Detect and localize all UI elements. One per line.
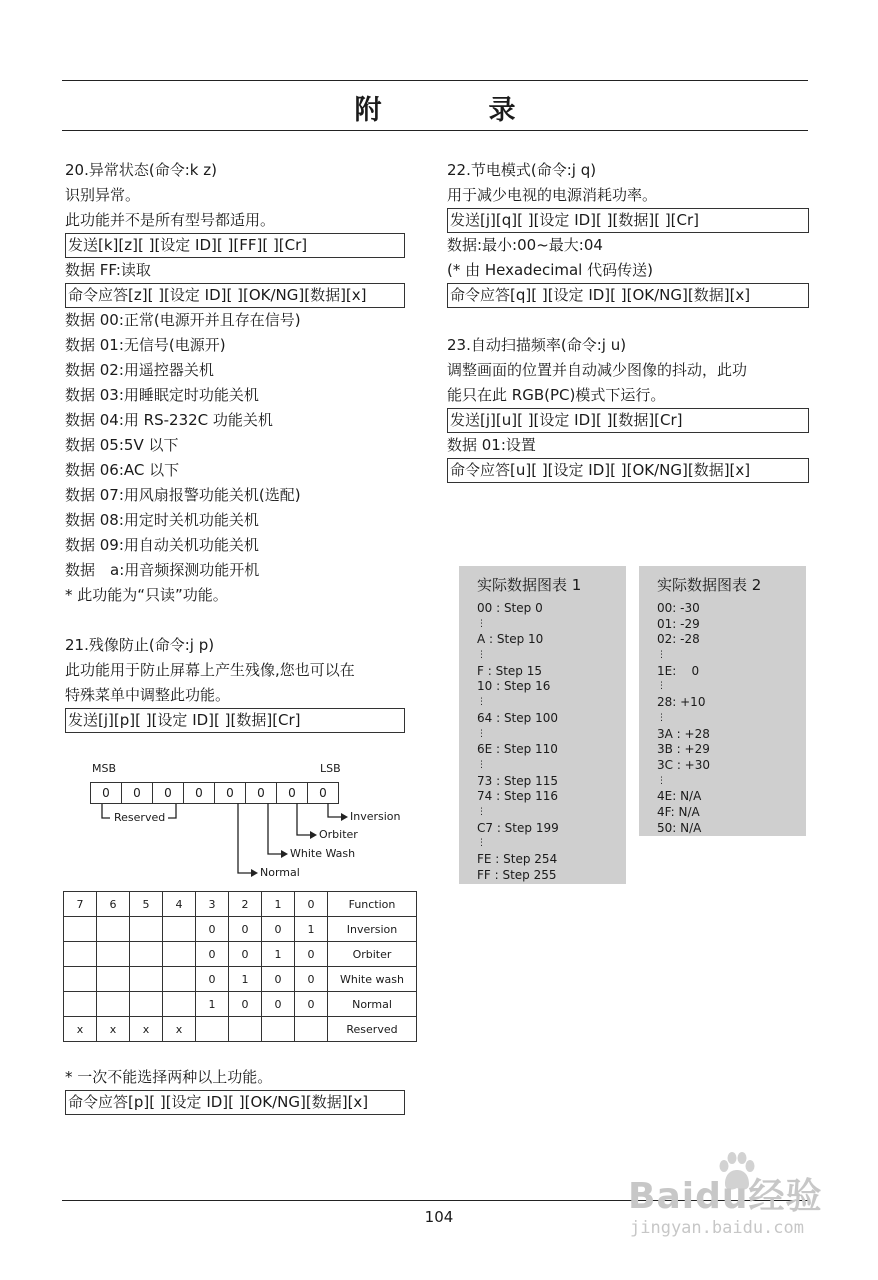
bit-6: 0 — [121, 782, 153, 804]
table-cell: Reserved — [328, 1017, 417, 1042]
section-23-send-command: 发送[j][u][ ][设定 ID][ ][数据][Cr] — [447, 408, 809, 433]
table-cell — [163, 942, 196, 967]
section-20-data-09: 数据 09:用自动关机功能关机 — [65, 536, 259, 554]
section-20-data-08: 数据 08:用定时关机功能关机 — [65, 511, 259, 529]
table-header-cell: Function — [328, 892, 417, 917]
section-20-data-03: 数据 03:用睡眠定时功能关机 — [65, 386, 259, 404]
table-cell — [130, 967, 163, 992]
watermark-logo: Baidu经验 — [628, 1176, 823, 1217]
bit-function-table — [63, 891, 417, 1042]
table-cell: White wash — [328, 967, 417, 992]
table-cell: 1 — [229, 967, 262, 992]
table-cell: 0 — [229, 917, 262, 942]
baidu-watermark — [622, 1150, 832, 1250]
table-cell — [130, 942, 163, 967]
table-cell: x — [97, 1017, 130, 1042]
chart-2-line: 1E: 0 — [657, 663, 700, 678]
table-cell: 0 — [295, 967, 328, 992]
table-cell: 0 — [262, 992, 295, 1017]
chart-2-ellipsis: ⋮ — [657, 681, 666, 692]
chart-2-line: 3B : +29 — [657, 742, 710, 757]
section-23-desc-2: 能只在此 RGB(PC)模式下运行。 — [447, 386, 666, 404]
section-20-data-06: 数据 06:AC 以下 — [65, 461, 180, 479]
section-22-data-range: 数据:最小:00~最大:04 — [447, 236, 603, 254]
section-20-data-04: 数据 04:用 RS-232C 功能关机 — [65, 411, 273, 429]
section-21-desc-1: 此功能用于防止屏幕上产生残像,您也可以在 — [65, 661, 355, 679]
normal-label: Normal — [260, 866, 300, 879]
bit-2: 0 — [245, 782, 277, 804]
white-wash-label: White Wash — [290, 847, 356, 860]
table-row — [64, 967, 417, 992]
table-row — [64, 992, 417, 1017]
section-20-ack-command: 命令应答[z][ ][设定 ID][ ][OK/NG][数据][x] — [65, 283, 405, 308]
table-cell: 1 — [295, 917, 328, 942]
top-rule — [62, 80, 808, 81]
chart-2-line: 01: -29 — [657, 616, 700, 631]
table-header-cell: 4 — [163, 892, 196, 917]
table-cell — [163, 917, 196, 942]
watermark-url: jingyan.baidu.com — [630, 1218, 804, 1238]
chart-1-line: 10 : Step 16 — [477, 679, 551, 694]
table-cell: 0 — [196, 942, 229, 967]
bit-diagram — [88, 760, 408, 885]
chart-1-line: A : Step 10 — [477, 632, 544, 647]
table-cell: 0 — [196, 967, 229, 992]
title-underline — [62, 130, 808, 131]
chart-1-ellipsis: ⋮ — [477, 728, 486, 739]
table-cell — [97, 992, 130, 1017]
section-20-data-07: 数据 07:用风扇报警功能关机(选配) — [65, 486, 301, 504]
table-header-cell: 3 — [196, 892, 229, 917]
table-cell: 0 — [295, 942, 328, 967]
table-cell: 0 — [196, 917, 229, 942]
table-cell: 0 — [229, 942, 262, 967]
chart-1-line: 00 : Step 0 — [477, 601, 543, 615]
chart-1-ellipsis: ⋮ — [477, 806, 486, 817]
section-20-data-ff: 数据 FF:读取 — [65, 261, 151, 279]
chart-1-line: FF : Step 255 — [477, 867, 557, 882]
lsb-label: LSB — [320, 762, 341, 775]
inversion-label: Inversion — [350, 810, 401, 823]
bit-7: 0 — [90, 782, 122, 804]
chart-2-line: 02: -28 — [657, 632, 700, 647]
bit-0: 0 — [307, 782, 339, 804]
chart-1-ellipsis: ⋮ — [477, 838, 486, 849]
table-cell — [295, 1017, 328, 1042]
table-cell — [64, 992, 97, 1017]
right-column — [447, 158, 809, 483]
chart-1-line: FE : Step 254 — [477, 852, 558, 866]
section-21-heading: 21.残像防止(命令:j p) — [65, 636, 215, 654]
table-cell: x — [130, 1017, 163, 1042]
section-23-desc-1: 调整画面的位置并自动减少图像的抖动，此功 — [447, 361, 748, 379]
chart-2-line: 3C : +30 — [657, 757, 711, 772]
data-chart-2-title: 实际数据图表 2 — [657, 576, 762, 594]
chart-2-line: 50: N/A — [657, 820, 702, 835]
chart-2-ellipsis: ⋮ — [657, 712, 666, 723]
table-header-row — [64, 892, 417, 917]
section-20-note: * 此功能为“只读”功能。 — [65, 586, 228, 604]
table-cell: 1 — [196, 992, 229, 1017]
table-cell — [163, 967, 196, 992]
table-cell: 0 — [295, 992, 328, 1017]
section-22-heading: 22.节电模式(命令:j q) — [447, 161, 597, 179]
table-cell — [163, 992, 196, 1017]
table-row — [64, 942, 417, 967]
table-cell — [97, 967, 130, 992]
table-header-cell: 7 — [64, 892, 97, 917]
section-20-data-05: 数据 05:5V 以下 — [65, 436, 179, 454]
left-column — [65, 158, 410, 733]
orbiter-label: Orbiter — [319, 828, 358, 841]
bit-5: 0 — [152, 782, 184, 804]
table-cell — [64, 967, 97, 992]
table-cell — [64, 942, 97, 967]
bit-3: 0 — [214, 782, 246, 804]
table-cell: 0 — [262, 917, 295, 942]
table-cell — [130, 917, 163, 942]
table-cell: Orbiter — [328, 942, 417, 967]
page-number: 104 — [424, 1208, 454, 1226]
section-21-note: * 一次不能选择两种以上功能。 — [65, 1068, 273, 1086]
table-header-cell: 1 — [262, 892, 295, 917]
table-cell: x — [64, 1017, 97, 1042]
table-cell: 0 — [229, 992, 262, 1017]
bit-4: 0 — [183, 782, 215, 804]
section-20-send-command: 发送[k][z][ ][设定 ID][ ][FF][ ][Cr] — [65, 233, 405, 258]
chart-1-line: 64 : Step 100 — [477, 710, 558, 725]
chart-2-ellipsis: ⋮ — [657, 650, 666, 661]
reserved-label: Reserved — [114, 811, 166, 824]
chart-1-line: 73 : Step 115 — [477, 773, 558, 788]
table-cell: x — [163, 1017, 196, 1042]
section-21-ack-command: 命令应答[p][ ][设定 ID][ ][OK/NG][数据][x] — [65, 1090, 405, 1115]
data-chart-2 — [639, 566, 806, 836]
section-21-send-command: 发送[j][p][ ][设定 ID][ ][数据][Cr] — [65, 708, 405, 733]
table-header-cell: 6 — [97, 892, 130, 917]
chart-1-ellipsis: ⋮ — [477, 697, 486, 708]
section-21-desc-2: 特殊菜单中调整此功能。 — [65, 686, 231, 704]
chart-1-line: 6E : Step 110 — [477, 742, 558, 757]
table-header-cell: 2 — [229, 892, 262, 917]
table-cell: 1 — [262, 942, 295, 967]
table-cell — [130, 992, 163, 1017]
section-20-data-02: 数据 02:用遥控器关机 — [65, 361, 214, 379]
chart-2-ellipsis: ⋮ — [657, 775, 666, 786]
chart-2-line: 3A : +28 — [657, 726, 710, 741]
section-23-data-01: 数据 01:设置 — [447, 436, 536, 454]
chart-1-ellipsis: ⋮ — [477, 650, 486, 661]
table-cell — [97, 942, 130, 967]
section-22-ack-command: 命令应答[q][ ][设定 ID][ ][OK/NG][数据][x] — [447, 283, 809, 308]
section-22-send-command: 发送[j][q][ ][设定 ID][ ][数据][ ][Cr] — [447, 208, 809, 233]
chart-2-line: 4F: N/A — [657, 804, 700, 819]
table-cell: Inversion — [328, 917, 417, 942]
section-22-desc: 用于减少电视的电源消耗功率。 — [447, 186, 658, 204]
section-20-data-a: 数据 a:用音频探测功能开机 — [65, 561, 260, 579]
section-20-desc-1: 识别异常。 — [65, 186, 141, 204]
table-cell: Normal — [328, 992, 417, 1017]
table-cell — [262, 1017, 295, 1042]
chart-1-line: C7 : Step 199 — [477, 820, 559, 835]
chart-1-ellipsis: ⋮ — [477, 759, 486, 770]
table-cell — [64, 917, 97, 942]
table-cell: 0 — [262, 967, 295, 992]
page-title: 附 录 — [354, 95, 556, 126]
table-cell — [196, 1017, 229, 1042]
section-21-footer — [65, 1065, 410, 1115]
chart-2-line: 28: +10 — [657, 695, 706, 710]
section-20-data-00: 数据 00:正常(电源开并且存在信号) — [65, 311, 301, 329]
bit-1: 0 — [276, 782, 308, 804]
chart-2-line: 4E: N/A — [657, 789, 702, 804]
table-cell — [229, 1017, 262, 1042]
msb-label: MSB — [92, 762, 117, 775]
section-23-heading: 23.自动扫描频率(命令:j u) — [447, 336, 627, 354]
table-cell — [97, 917, 130, 942]
chart-1-ellipsis: ⋮ — [477, 618, 486, 629]
section-22-hex-note: (* 由 Hexadecimal 代码传送) — [447, 261, 653, 279]
section-20-heading: 20.异常状态(命令:k z) — [65, 161, 217, 179]
table-row — [64, 917, 417, 942]
data-chart-1-title: 实际数据图表 1 — [477, 576, 582, 594]
section-20-data-01: 数据 01:无信号(电源开) — [65, 336, 226, 354]
data-chart-1 — [459, 566, 626, 884]
chart-2-line: 00: -30 — [657, 601, 700, 615]
section-23-ack-command: 命令应答[u][ ][设定 ID][ ][OK/NG][数据][x] — [447, 458, 809, 483]
table-header-cell: 0 — [295, 892, 328, 917]
chart-1-line: F : Step 15 — [477, 663, 542, 678]
table-header-cell: 5 — [130, 892, 163, 917]
table-row — [64, 1017, 417, 1042]
section-20-desc-2: 此功能并不是所有型号都适用。 — [65, 211, 276, 229]
chart-1-line: 74 : Step 116 — [477, 789, 558, 804]
